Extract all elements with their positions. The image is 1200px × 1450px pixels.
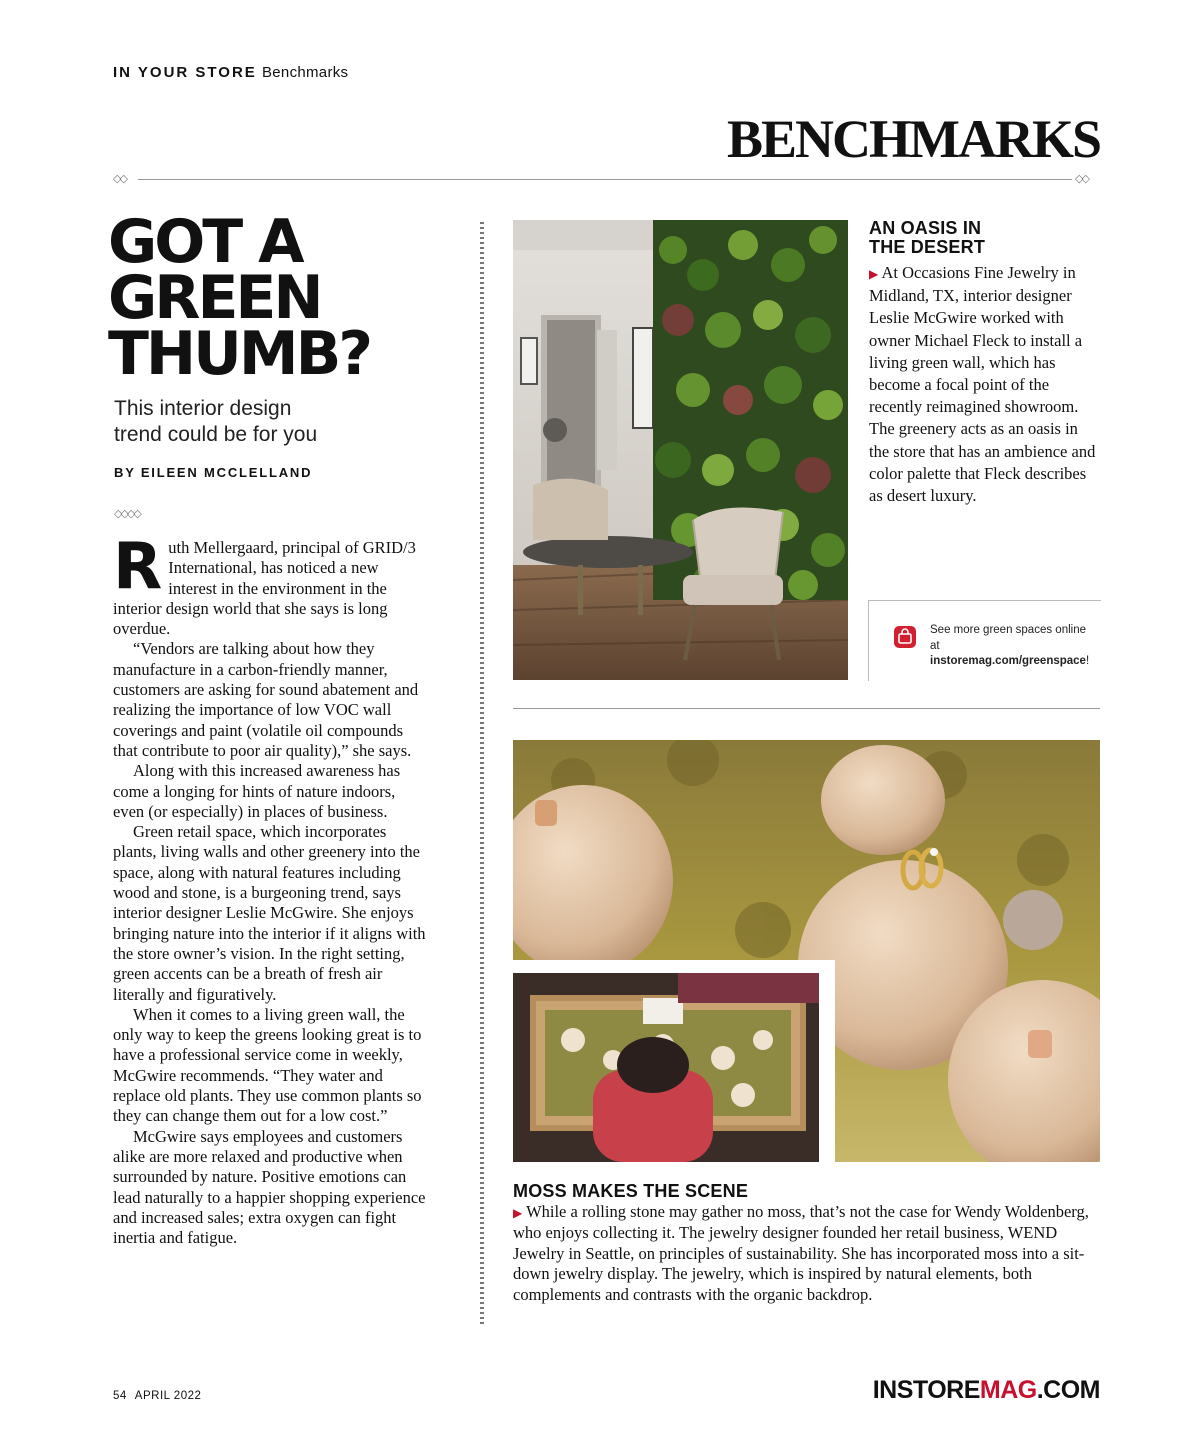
moss-paragraph: While a rolling stone may gather no moss, that’s not the case for Wendy Woldenberg, who enjoys collecting it. The jewelry designer founded her retail business, WEND Jewelry in Seattle, on principles of sustainability. She has incorporated moss into a sit-down jewelry display. The jewelry, which is inspired by natural elements, both complements and contrasts with the organic backdrop. — [513, 1202, 1089, 1304]
first-paragraph-rest: International, has noticed a new interest in the environment in the interior design world that she says is long overdue. — [113, 558, 388, 639]
promo-link[interactable]: instoremag.com/greenspace — [930, 655, 1086, 667]
byline: BY EILEEN MCCLELLAND — [114, 465, 313, 480]
column-divider — [480, 222, 484, 1326]
brand-wordmark — [873, 1376, 1100, 1405]
headline — [108, 207, 468, 389]
oasis-title-line: THE DESERT — [869, 237, 986, 257]
running-head — [113, 64, 348, 81]
headline-line: GREEN — [108, 263, 321, 333]
first-line: uth Mellergaard, principal of GRID/3 — [168, 538, 416, 557]
article-body — [113, 530, 428, 1248]
arrow-marker-icon: ▶ — [869, 267, 879, 281]
moss-title: MOSS MAKES THE SCENE — [513, 1181, 749, 1201]
paragraph: McGwire says employees and customers alike are more relaxed and productive when surrounded by nature. Positive emotions can lead naturally to a happier shopping experience and increased sales; extra oxygen can fight inertia and fatigue. — [113, 1126, 426, 1248]
department-title: BENCHMARKS — [726, 109, 1100, 169]
ornament-right: ◇◇ — [1075, 173, 1088, 185]
brand-part: .COM — [1036, 1376, 1100, 1404]
promo-box — [868, 600, 1101, 681]
shopping-bag-icon — [894, 626, 916, 648]
deck-line: This interior design — [114, 397, 292, 420]
green-wall-photo — [513, 220, 848, 680]
promo-lead: See more green spaces online at — [930, 624, 1086, 652]
paragraph: Along with this increased awareness has come a longing for hints of nature indoors, even (or especially) in places of business. — [113, 761, 401, 821]
section-rule — [513, 708, 1100, 709]
folio — [113, 1390, 201, 1402]
moss-text — [513, 1202, 1101, 1305]
oasis-paragraph: At Occasions Fine Jewelry in Midland, TX, interior designer Leslie McGwire worked with owner Michael Fleck to install a living green wall, which has become a focal point of the recently reimagined showroom. The greenery acts as an oasis in the store that has an ambience and color palette that Fleck describes as desert luxury. — [869, 263, 1096, 506]
deck-line: trend could be for you — [114, 423, 318, 446]
paragraph: “Vendors are talking about how they manufacture in a carbon-friendly manner, customers are asking for sound abatement and realizing the importance of low VOC wall coverings and paint (volatile oil compounds that contribute to poor air quality),” she says. — [113, 639, 419, 760]
separator-ornament: ◇◇◇◇ — [114, 508, 140, 520]
paragraph: When it comes to a living green wall, the only way to keep the greens looking great is to have a professional service come in weekly, McGwire recommends. “They water and replace old plants. They use common plants so they can change them out for a low cost.” — [113, 1004, 422, 1126]
promo-text — [930, 623, 1095, 670]
oasis-title-line: AN OASIS IN — [869, 218, 982, 238]
drop-cap: R — [113, 530, 163, 604]
oasis-title — [869, 219, 1099, 257]
issue-date: APRIL 2022 — [134, 1390, 202, 1402]
brand-part: INSTORE — [872, 1376, 980, 1404]
ornament-left: ◇◇ — [113, 173, 126, 185]
paragraph: Green retail space, which incorporates plants, living walls and other greenery into the space, along with natural features including wood and stone, is a burgeoning trend, says interior designer Leslie McGwire. She enjoys bringing nature into the interior if it aligns with the store owner’s vision. In the right setting, green accents can be a breath of fresh air literally and figuratively. — [113, 822, 426, 1004]
oasis-text — [869, 262, 1101, 507]
paragraph — [113, 530, 428, 639]
section-label: IN YOUR STORE — [113, 64, 257, 81]
moss-display-photo — [513, 740, 1100, 1162]
deck — [114, 396, 414, 448]
promo-tail: ! — [1085, 655, 1090, 667]
headline-line: GOT A — [108, 207, 302, 277]
brand-part-accent: MAG — [979, 1376, 1037, 1404]
headline-line: THUMB? — [108, 319, 371, 389]
page-number: 54 — [113, 1390, 127, 1402]
subsection-label: Benchmarks — [261, 64, 349, 81]
arrow-marker-icon: ▶ — [513, 1206, 523, 1220]
top-rule — [138, 179, 1072, 180]
